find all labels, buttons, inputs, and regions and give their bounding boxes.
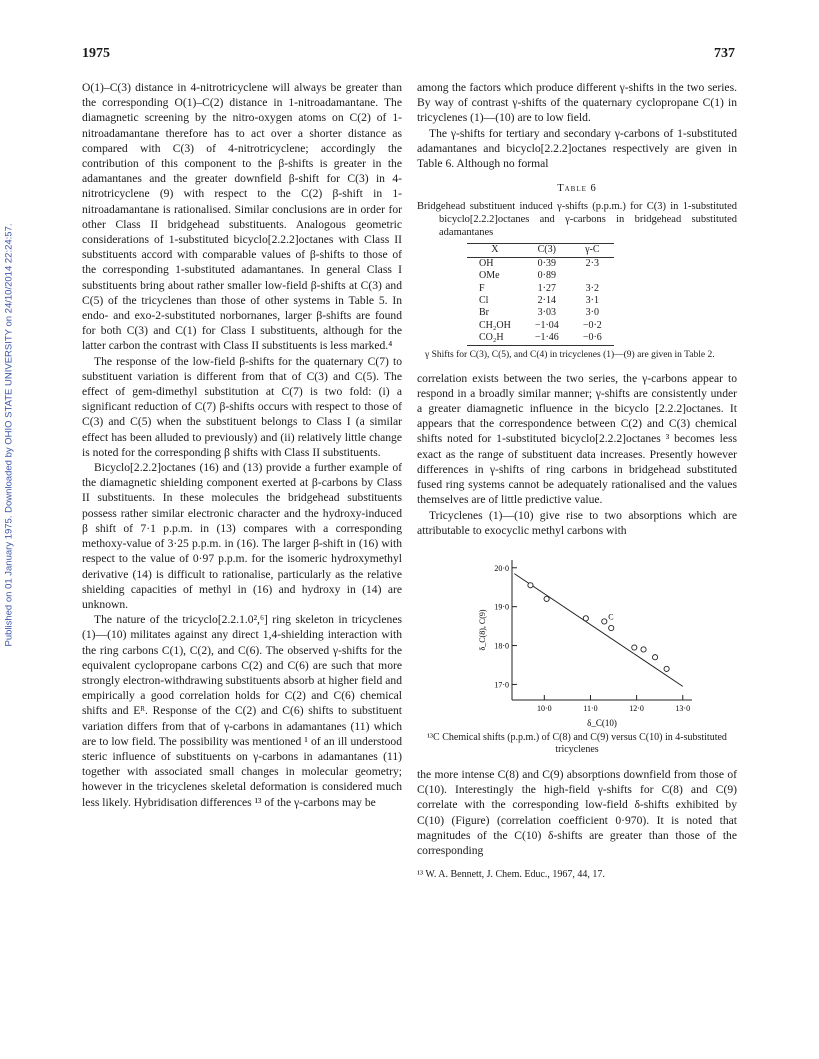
paragraph: Tricyclenes (1)—(10) give rise to two absorptions which are attributable to exocyclic methyl carbons with bbox=[417, 508, 737, 537]
table-cell: CO₂H bbox=[479, 332, 504, 344]
y-tick-label: 17·0 bbox=[494, 680, 509, 690]
table-row bbox=[467, 307, 614, 319]
table-cell: 3·2 bbox=[585, 282, 599, 294]
y-tick-label: 20·0 bbox=[494, 563, 509, 573]
y-axis-label: δ_C(8), C(9) bbox=[478, 609, 487, 651]
table-cell: CH₂OH bbox=[479, 319, 511, 331]
table-row bbox=[467, 283, 614, 295]
x-tick-label: 12·0 bbox=[629, 703, 644, 713]
footnote: ¹³ W. A. Bennett, J. Chem. Educ., 1967, 44, 17. bbox=[417, 869, 605, 881]
page-number: 737 bbox=[714, 46, 735, 61]
column-header: C(3) bbox=[537, 244, 556, 256]
data-point bbox=[528, 583, 533, 588]
table-cell: 3·0 bbox=[585, 307, 599, 319]
paragraph: The response of the low-field β-shifts for the quaternary C(7) to substituent variation is different from that of C(3) and C(5). The effect of gem-dimethyl substitution at C(7) is two fold: (i) a significant reduction of C(7) β-shifts occurs with respect to those of C(3) and C(5) when the substituent belongs to Class I (a similar effect has been alluded to previously) and (ii) relatively little change is noted for the corresponding β shifts with Class II substituents. bbox=[82, 354, 402, 459]
scatter-chart bbox=[467, 550, 707, 730]
table-cell: Br bbox=[479, 307, 489, 319]
table-cell: −1·46 bbox=[534, 332, 559, 344]
x-axis-label: δ_C(10) bbox=[587, 717, 617, 728]
data-table bbox=[467, 243, 614, 345]
table-cell: −0·2 bbox=[582, 319, 602, 331]
table-row bbox=[467, 295, 614, 307]
table-cell: 0·39 bbox=[537, 257, 556, 269]
paragraph: among the factors which produce different γ-shifts in the two series. By way of contrast γ-shifts of the quaternary cyclopropane C(1) in tricyclenes (1)—(10) are to low field. bbox=[417, 81, 737, 125]
data-point bbox=[632, 645, 637, 650]
table-cell: 2·3 bbox=[585, 257, 599, 269]
figure-caption: ¹³C Chemical shifts (p.p.m.) of C(8) and C(9) versus C(10) in 4-substituted tricyclenes bbox=[427, 731, 727, 756]
paragraph: The nature of the tricyclo[2.2.1.0²,⁶] ring skeleton in tricyclenes (1)—(10) militates against any direct 1,4-shielding interaction with the ring carbons C(1), C(2), and C(6). The observed γ-shifts for the equivalent cyclopropane carbons C(2) and C(6) are such that more strongly electron-withdrawing substituents absorb at higher field and empirically a good correlation holds for C(2) and C(6) chemical shifts and Eᴿ. Response of the C(2) and C(6) shifts to substituent variation differs from that of γ-carbons in adamantanes (11) which are to low field. The possibility was mentioned ¹ of an ill understood steric influence of substituents on γ-carbons in adamantanes (11) together with associated small changes in molecular geometry; however in the tricyclenes skeletal deformation is considered much less likely. Hybridisation differences ¹³ of the γ-carbons may be bbox=[82, 613, 402, 809]
table-cell bbox=[571, 270, 614, 282]
table-cell: 0·89 bbox=[537, 270, 556, 282]
table-cell: F bbox=[479, 282, 485, 294]
table-cell: 2·14 bbox=[537, 295, 556, 307]
table-row bbox=[467, 270, 614, 282]
paragraph: O(1)–C(3) distance in 4-nitrotricyclene will always be greater than the corresponding O(1)–C(2) distance in 1-nitroadamantane. The diamagnetic screening by the nitro-oxygen atoms on C(2) of 1-nitroadamantane therefore has to act over a shorter distance as compared with C(3) of 4-nitrotricyclene; accordingly the contribution of this component to the β-shifts is greater in the adamantanes and the greater downfield β-shift for C(3) in 4-nitrotricyclene (9) with respect to the C(2) β-shift in 1-nitroadamantane is rationalised. Similar conclusions are in order for other Class II bridgehead substituents. Analogous geometric considerations of 1-substituted bicyclo[2.2.2]octanes with Class II substituents accord with comparable values of β-shifts to those of the corresponding 1-substituted adamantanes. In general Class I substituents bring about rather smaller low-field β-shifts at C(3) and C(5) of the tricyclenes than those of other systems in Table 5. In endo- and exo-2-substituted norbornanes, larger β-shifts are found for both C(3) and C(1) for Class I substituents, although for the latter carbon the contrast with Class II substituents is less marked.⁴ bbox=[82, 81, 402, 353]
table-cell: OMe bbox=[479, 270, 500, 282]
column-header: γ-C bbox=[585, 244, 600, 256]
table-caption: Bridgehead substituent induced γ-shifts (p.p.m.) for C(3) in 1-substituted bicyclo[2.2.2]octanes and γ-carbons in bridgehead substituted adamantanes bbox=[417, 201, 737, 239]
data-point bbox=[583, 616, 588, 621]
table-row bbox=[467, 332, 614, 345]
left-column bbox=[82, 80, 402, 810]
table-cell: 3·1 bbox=[585, 295, 599, 307]
y-tick-label: 19·0 bbox=[494, 602, 509, 612]
x-tick-label: 11·0 bbox=[583, 703, 598, 713]
figure bbox=[417, 550, 737, 730]
table-cell: −0·6 bbox=[582, 332, 602, 344]
running-year: 1975 bbox=[82, 46, 110, 61]
paragraph: Bicyclo[2.2.2]octanes (16) and (13) provide a further example of the diamagnetic shielding component exerted at β-carbons by Class II substituents. In these molecules the bridgehead substituents possess rather similar electronic character and the hydroxy-induced β shift of 7·1 p.p.m. in (13) compares with a corresponding methoxy-value of 3·25 p.p.m. in (16). The larger β-shift in (16) with respect to the value of 0·97 p.p.m. for the isomeric hydroxymethyl derivative (14) is difficult to rationalise, particularly as the relative shielding capacities of methyl in (16) and hydroxy in (14) are unknown. bbox=[82, 461, 402, 611]
paragraph: the more intense C(8) and C(9) absorptions downfield from those of C(10). Interestingly the high-field γ-shifts for C(8) and C(9) correlate with the corresponding low-field δ-shifts exhibited by C(10) (Figure) (correlation coefficient 0·970). It is noted that magnitudes of the C(10) δ-shifts are greater than those of the corresponding bbox=[417, 767, 737, 857]
table-cell: −1·04 bbox=[534, 319, 559, 331]
paragraph: correlation exists between the two series, the γ-carbons appear to respond in a broadly similar manner; γ-shifts are consistently under a greater diamagnetic influence in the bicyclo [2.2.2]octanes. It appears that the correspondence between C(2) and C(3) chemical shifts noted for 1-substituted bicyclo[2.2.2]octanes ³ becomes less exact as the range of substituent data increases. Presently however differences in γ-shifts of ring carbons in bridgehead substituted fused ring systems cannot be adequately rationalised and the values themselves are of little predictive value. bbox=[417, 371, 737, 507]
download-notice: Published on 01 January 1975. Downloaded by OHIO STATE UNIVERSITY on 24/10/2014 22:24:57. bbox=[3, 223, 15, 647]
table-label: Table 6 bbox=[557, 183, 597, 195]
table-footnote: γ Shifts for C(3), C(5), and C(4) in tricyclenes (1)—(9) are given in Table 2. bbox=[425, 349, 715, 360]
table-cell: 3·03 bbox=[537, 307, 556, 319]
download-watermark bbox=[2, 195, 16, 675]
table-row bbox=[467, 320, 614, 332]
y-tick-label: 18·0 bbox=[494, 641, 509, 651]
data-point bbox=[544, 596, 549, 601]
paragraph: The γ-shifts for tertiary and secondary γ-carbons of 1-substituted adamantanes and bicyclo[2.2.2]octanes respectively are given in Table 6. Although no formal bbox=[417, 126, 737, 171]
table-cell: Cl bbox=[479, 295, 489, 307]
point-label: C bbox=[608, 612, 614, 622]
x-tick-label: 10·0 bbox=[536, 703, 552, 713]
table-cell: OH bbox=[479, 257, 494, 269]
x-tick-label: 13·0 bbox=[675, 703, 691, 713]
right-column bbox=[417, 80, 737, 881]
table-6 bbox=[417, 181, 737, 360]
table-cell: 1·27 bbox=[537, 282, 556, 294]
data-point bbox=[602, 619, 607, 624]
data-point bbox=[664, 666, 669, 671]
data-point bbox=[609, 625, 614, 630]
column-header: X bbox=[491, 244, 499, 256]
regression-line bbox=[514, 574, 682, 687]
table-row bbox=[467, 257, 614, 270]
data-point bbox=[641, 647, 646, 652]
data-point bbox=[652, 655, 657, 660]
